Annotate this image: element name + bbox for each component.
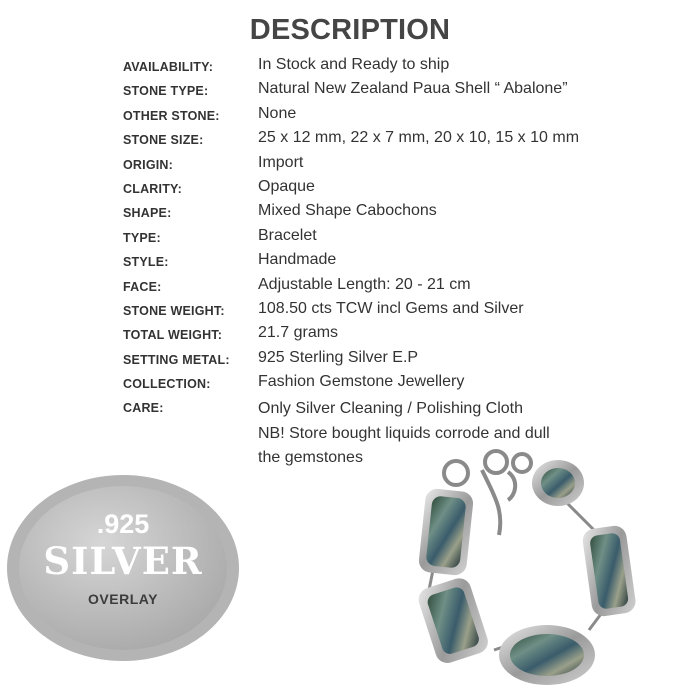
spec-label: AVAILABILITY: [123, 60, 214, 74]
spec-row [123, 349, 683, 373]
care-line: the gemstones [258, 449, 363, 467]
spec-value: Bracelet [258, 226, 317, 244]
spec-value: Adjustable Length: 20 - 21 cm [258, 275, 471, 293]
stone [418, 488, 475, 577]
spec-label: ORIGIN: [123, 157, 174, 172]
spec-label: SETTING METAL: [123, 352, 230, 367]
spec-label: SHAPE: [123, 206, 172, 221]
spec-row-care [123, 397, 683, 467]
spec-label: CARE: [123, 401, 164, 416]
spec-label: OTHER STONE: [123, 108, 220, 123]
stone [581, 524, 637, 617]
badge-metal: SILVER [43, 539, 203, 583]
spec-value: Handmade [258, 251, 337, 269]
spec-row [123, 56, 683, 80]
spec-row [123, 80, 683, 104]
silver-overlay-badge [6, 473, 240, 663]
spec-row [123, 276, 683, 300]
spec-value: Opaque [258, 177, 315, 195]
stone [499, 625, 595, 685]
care-line: NB! Store bought liquids corrode and dull [258, 424, 550, 442]
spec-label: STONE TYPE: [123, 84, 209, 99]
spec-row [123, 154, 683, 178]
spec-label: TYPE: [123, 230, 161, 245]
spec-label: STONE SIZE: [123, 133, 204, 148]
stone [532, 460, 584, 506]
spec-value: In Stock and Ready to ship [258, 56, 450, 73]
care-line: Only Silver Cleaning / Polishing Cloth [258, 400, 524, 418]
badge-purity: .925 [96, 509, 150, 539]
spec-value: 21.7 grams [258, 324, 339, 342]
bracelet-photo [404, 440, 694, 690]
spec-value: Natural New Zealand Paua Shell “ Abalone” [258, 80, 568, 98]
spec-value: Import [258, 153, 304, 171]
spec-value: 108.50 cts TCW incl Gems and Silver [258, 299, 524, 317]
page-title: DESCRIPTION [249, 14, 451, 46]
badge-overlay: OVERLAY [88, 591, 158, 607]
spec-label: STONE WEIGHT: [123, 303, 225, 318]
spec-row [123, 202, 683, 226]
spec-table [123, 56, 683, 467]
spec-value: None [258, 104, 297, 122]
spec-label: CLARITY: [123, 181, 182, 196]
spec-row [123, 129, 683, 153]
spec-row [123, 373, 683, 397]
spec-value: 25 x 12 mm, 22 x 7 mm, 20 x 10, 15 x 10 mm [258, 129, 580, 147]
spec-row [123, 227, 683, 251]
spec-row [123, 300, 683, 324]
spec-value: 925 Sterling Silver E.P [258, 348, 419, 366]
spec-row [123, 178, 683, 202]
stone [416, 575, 491, 666]
spec-value: Fashion Gemstone Jewellery [258, 373, 465, 391]
spec-row [123, 105, 683, 129]
spec-label: TOTAL WEIGHT: [123, 328, 223, 343]
spec-row [123, 251, 683, 275]
spec-label: FACE: [123, 279, 162, 294]
spec-label: STYLE: [123, 255, 169, 270]
spec-value: Mixed Shape Cabochons [258, 202, 437, 220]
spec-row [123, 324, 683, 348]
spec-label: COLLECTION: [123, 377, 211, 392]
